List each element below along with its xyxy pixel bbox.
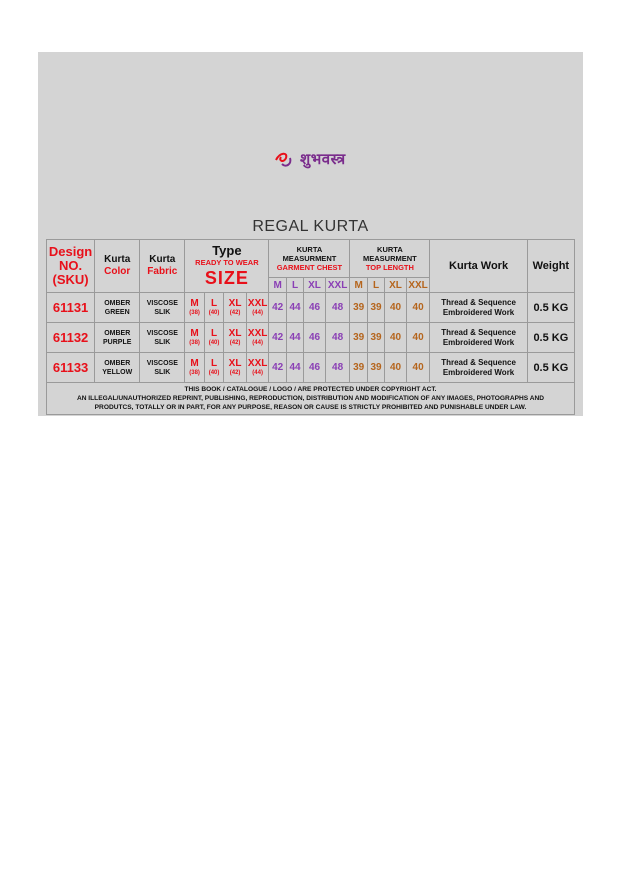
fabric-line: SLIK bbox=[154, 338, 171, 346]
size-number: (42) bbox=[229, 339, 241, 346]
length-size-l: L bbox=[367, 278, 384, 293]
length-value: 39 bbox=[350, 353, 367, 383]
length-value: 40 bbox=[406, 293, 430, 323]
sku-cell: 61133 bbox=[47, 353, 95, 383]
header-garment-chest: KURTA MEASURMENT GARMENT CHEST bbox=[269, 240, 350, 278]
work-line: Embroidered Work bbox=[442, 307, 515, 317]
size-label: XXL bbox=[247, 357, 268, 369]
size-number: (40) bbox=[208, 369, 220, 376]
size-number: (40) bbox=[208, 339, 220, 346]
chest-value: 42 bbox=[269, 293, 286, 323]
chest-size-l: L bbox=[286, 278, 303, 293]
header-kurta-work: Kurta Work bbox=[430, 240, 527, 293]
size-cell bbox=[246, 323, 269, 353]
length-size-xl: XL bbox=[385, 278, 407, 293]
length-value: 39 bbox=[367, 353, 384, 383]
size-label: M bbox=[190, 327, 199, 339]
chest-value: 44 bbox=[286, 323, 303, 353]
size-label: L bbox=[211, 327, 218, 339]
size-number: (44) bbox=[252, 309, 263, 316]
color-cell bbox=[95, 323, 140, 353]
copyright-row bbox=[47, 383, 575, 415]
color-line: OMBER bbox=[104, 299, 131, 307]
size-cell bbox=[224, 323, 247, 353]
header-kurta-color: Kurta Color bbox=[95, 240, 140, 293]
length-value: 39 bbox=[367, 323, 384, 353]
logo-text: शुभवस्त्र bbox=[300, 150, 346, 168]
size-cell bbox=[204, 353, 223, 383]
size-cell bbox=[224, 293, 247, 323]
header-top-length: KURTA MEASURMENT TOP LENGTH bbox=[350, 240, 430, 278]
catalogue-sheet bbox=[38, 52, 583, 416]
chest-size-m: M bbox=[269, 278, 286, 293]
copyright-line: PRODUTCS, TOTALLY OR IN PART, FOR ANY PURPOSE, REASON OR CAUSE IS STRICTLY PROHIBITED AND PUNISHABLE UNDER LAW. bbox=[94, 404, 527, 411]
chest-value: 48 bbox=[325, 293, 350, 323]
swirl-logo-icon bbox=[272, 146, 298, 172]
color-line: YELLOW bbox=[102, 368, 133, 376]
chest-value: 44 bbox=[286, 293, 303, 323]
size-cell bbox=[224, 353, 247, 383]
table-row bbox=[47, 293, 575, 323]
size-cell bbox=[246, 353, 269, 383]
work-line: Embroidered Work bbox=[442, 337, 515, 347]
size-number: (38) bbox=[189, 369, 200, 376]
size-cell bbox=[185, 323, 204, 353]
work-cell bbox=[430, 353, 527, 383]
chest-value: 46 bbox=[304, 293, 326, 323]
weight-cell: 0.5 KG bbox=[527, 293, 574, 323]
size-label: XL bbox=[228, 327, 242, 339]
header-design: Design NO. (SKU) bbox=[47, 240, 95, 293]
size-number: (44) bbox=[252, 339, 263, 346]
chest-size-xl: XL bbox=[304, 278, 326, 293]
header-weight: Weight bbox=[527, 240, 574, 293]
weight-cell: 0.5 KG bbox=[527, 323, 574, 353]
length-value: 39 bbox=[350, 323, 367, 353]
color-line: OMBER bbox=[104, 359, 131, 367]
weight-cell: 0.5 KG bbox=[527, 353, 574, 383]
copyright-line: THIS BOOK / CATALOGUE / LOGO / ARE PROTECTED UNDER COPYRIGHT ACT. bbox=[184, 386, 437, 393]
size-label: M bbox=[190, 297, 199, 309]
work-cell bbox=[430, 323, 527, 353]
sku-cell: 61132 bbox=[47, 323, 95, 353]
work-cell bbox=[430, 293, 527, 323]
brand-logo bbox=[272, 146, 346, 172]
fabric-cell bbox=[140, 323, 185, 353]
length-value: 40 bbox=[385, 323, 407, 353]
fabric-line: VISCOSE bbox=[146, 329, 178, 337]
table-row bbox=[47, 323, 575, 353]
color-line: PURPLE bbox=[103, 338, 132, 346]
color-line: OMBER bbox=[104, 329, 131, 337]
size-cell bbox=[185, 293, 204, 323]
fabric-line: SLIK bbox=[154, 308, 171, 316]
work-line: Thread & Sequence bbox=[441, 357, 516, 367]
sku-cell: 61131 bbox=[47, 293, 95, 323]
size-label: XL bbox=[228, 297, 242, 309]
color-cell bbox=[95, 353, 140, 383]
size-label: XXL bbox=[247, 297, 268, 309]
size-label: L bbox=[211, 297, 218, 309]
size-label: M bbox=[190, 357, 199, 369]
size-number: (40) bbox=[208, 309, 220, 316]
copyright-notice bbox=[47, 383, 575, 415]
length-value: 40 bbox=[385, 353, 407, 383]
length-value: 39 bbox=[367, 293, 384, 323]
size-number: (44) bbox=[252, 369, 263, 376]
size-number: (38) bbox=[189, 309, 200, 316]
chest-value: 46 bbox=[304, 353, 326, 383]
work-line: Embroidered Work bbox=[442, 367, 515, 377]
length-value: 39 bbox=[350, 293, 367, 323]
color-line: GREEN bbox=[104, 308, 130, 316]
header-kurta-fabric: Kurta Fabric bbox=[140, 240, 185, 293]
size-cell bbox=[185, 353, 204, 383]
chest-value: 44 bbox=[286, 353, 303, 383]
size-number: (38) bbox=[189, 339, 200, 346]
size-number: (42) bbox=[229, 369, 241, 376]
header-type-size: Type READY TO WEAR SIZE bbox=[185, 240, 269, 293]
length-value: 40 bbox=[406, 323, 430, 353]
page-title: REGAL KURTA bbox=[252, 218, 369, 235]
size-label: L bbox=[211, 357, 218, 369]
fabric-line: SLIK bbox=[154, 368, 171, 376]
length-size-xxl: XXL bbox=[406, 278, 430, 293]
chest-value: 42 bbox=[269, 323, 286, 353]
color-cell bbox=[95, 293, 140, 323]
chest-value: 46 bbox=[304, 323, 326, 353]
size-cell bbox=[204, 323, 223, 353]
copyright-line: AN ILLEGAL/UNAUTHORIZED REPRINT, PUBLISHING, REPRODUCTION, DISTRIBUTION AND MODIFICATION OF ANY IMAGES, PHOTOGRAPHS AND bbox=[76, 395, 545, 402]
table-row bbox=[47, 353, 575, 383]
length-value: 40 bbox=[406, 353, 430, 383]
chest-value: 42 bbox=[269, 353, 286, 383]
size-number: (42) bbox=[229, 309, 241, 316]
chest-value: 48 bbox=[325, 353, 350, 383]
fabric-line: VISCOSE bbox=[146, 299, 178, 307]
size-cell bbox=[246, 293, 269, 323]
size-label: XXL bbox=[247, 327, 268, 339]
fabric-line: VISCOSE bbox=[146, 359, 178, 367]
length-size-m: M bbox=[350, 278, 367, 293]
length-value: 40 bbox=[385, 293, 407, 323]
chest-size-xxl: XXL bbox=[325, 278, 350, 293]
work-line: Thread & Sequence bbox=[441, 297, 516, 307]
size-label: XL bbox=[228, 357, 242, 369]
fabric-cell bbox=[140, 353, 185, 383]
spec-table bbox=[46, 239, 575, 415]
work-line: Thread & Sequence bbox=[441, 327, 516, 337]
size-cell bbox=[204, 293, 223, 323]
fabric-cell bbox=[140, 293, 185, 323]
chest-value: 48 bbox=[325, 323, 350, 353]
